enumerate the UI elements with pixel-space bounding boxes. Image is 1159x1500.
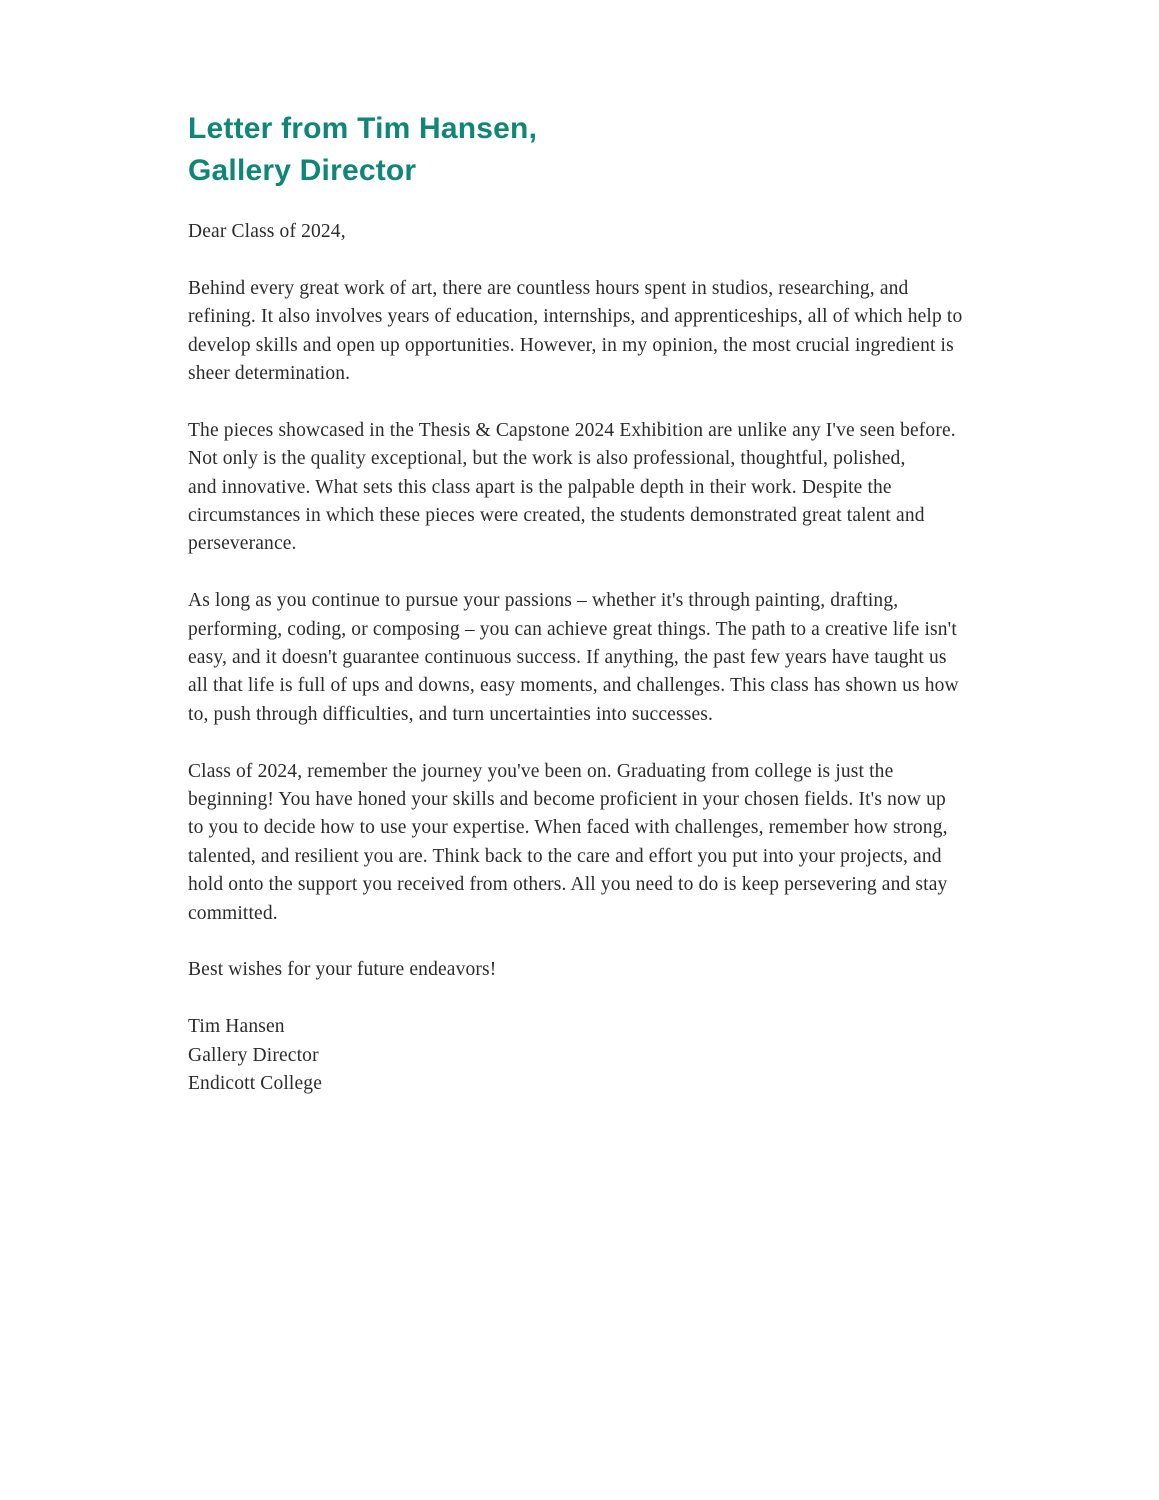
signature-organization: Endicott College (188, 1073, 322, 1095)
paragraph-line: to, push through difficulties, and turn uncertainties into successes. (188, 703, 714, 725)
closing-line: Best wishes for your future endeavors! (188, 959, 497, 981)
paragraph-line: committed. (188, 902, 278, 924)
title-line-1: Letter from Tim Hansen, (188, 112, 538, 145)
paragraph-4 (188, 758, 1068, 928)
paragraph-line: Not only is the quality exceptional, but the work is also professional, thoughtful, polished, (188, 448, 906, 470)
paragraph-line: refining. It also involves years of education, internships, and apprenticeships, all of which help to (188, 306, 963, 328)
signature-name: Tim Hansen (188, 1016, 285, 1038)
title-line-2: Gallery Director (188, 154, 417, 187)
paragraph-line: Class of 2024, remember the journey you've been on. Graduating from college is just the (188, 760, 894, 782)
paragraph-line: Behind every great work of art, there are countless hours spent in studios, researching, and (188, 277, 909, 299)
paragraph-line: beginning! You have honed your skills and become proficient in your chosen fields. It's now up (188, 789, 946, 811)
paragraph-line: circumstances in which these pieces were created, the students demonstrated great talent and (188, 505, 925, 527)
signature-title: Gallery Director (188, 1044, 319, 1066)
paragraph-line: easy, and it doesn't guarantee continuous success. If anything, the past few years have taught us (188, 647, 947, 669)
paragraph-line: all that life is full of ups and downs, easy moments, and challenges. This class has shown us how (188, 675, 959, 697)
paragraph-3 (188, 587, 1068, 729)
paragraph-line: talented, and resilient you are. Think back to the care and effort you put into your projects, and (188, 845, 942, 867)
paragraph-1 (188, 275, 1068, 389)
letter-body (188, 218, 1068, 1099)
paragraph-line: sheer determination. (188, 363, 351, 385)
signature-block (188, 1013, 1068, 1098)
paragraph-line: As long as you continue to pursue your passions – whether it's through painting, drafting, (188, 590, 899, 612)
paragraph-line: perseverance. (188, 533, 297, 555)
paragraph-line: hold onto the support you received from others. All you need to do is keep persevering and stay (188, 874, 948, 896)
paragraph-line: develop skills and open up opportunities. However, in my opinion, the most crucial ingredient is (188, 334, 954, 356)
paragraph-line: The pieces showcased in the Thesis & Capstone 2024 Exhibition are unlike any I've seen before. (188, 419, 956, 441)
paragraph-line: to you to decide how to use your expertise. When faced with challenges, remember how strong, (188, 817, 948, 839)
letter-page (188, 108, 1068, 1127)
paragraph-line: and innovative. What sets this class apart is the palpable depth in their work. Despite the (188, 476, 892, 498)
paragraph-line: performing, coding, or composing – you can achieve great things. The path to a creative life isn't (188, 618, 957, 640)
letter-title (188, 108, 1068, 192)
greeting: Dear Class of 2024, (188, 221, 346, 242)
paragraph-2 (188, 417, 1068, 559)
